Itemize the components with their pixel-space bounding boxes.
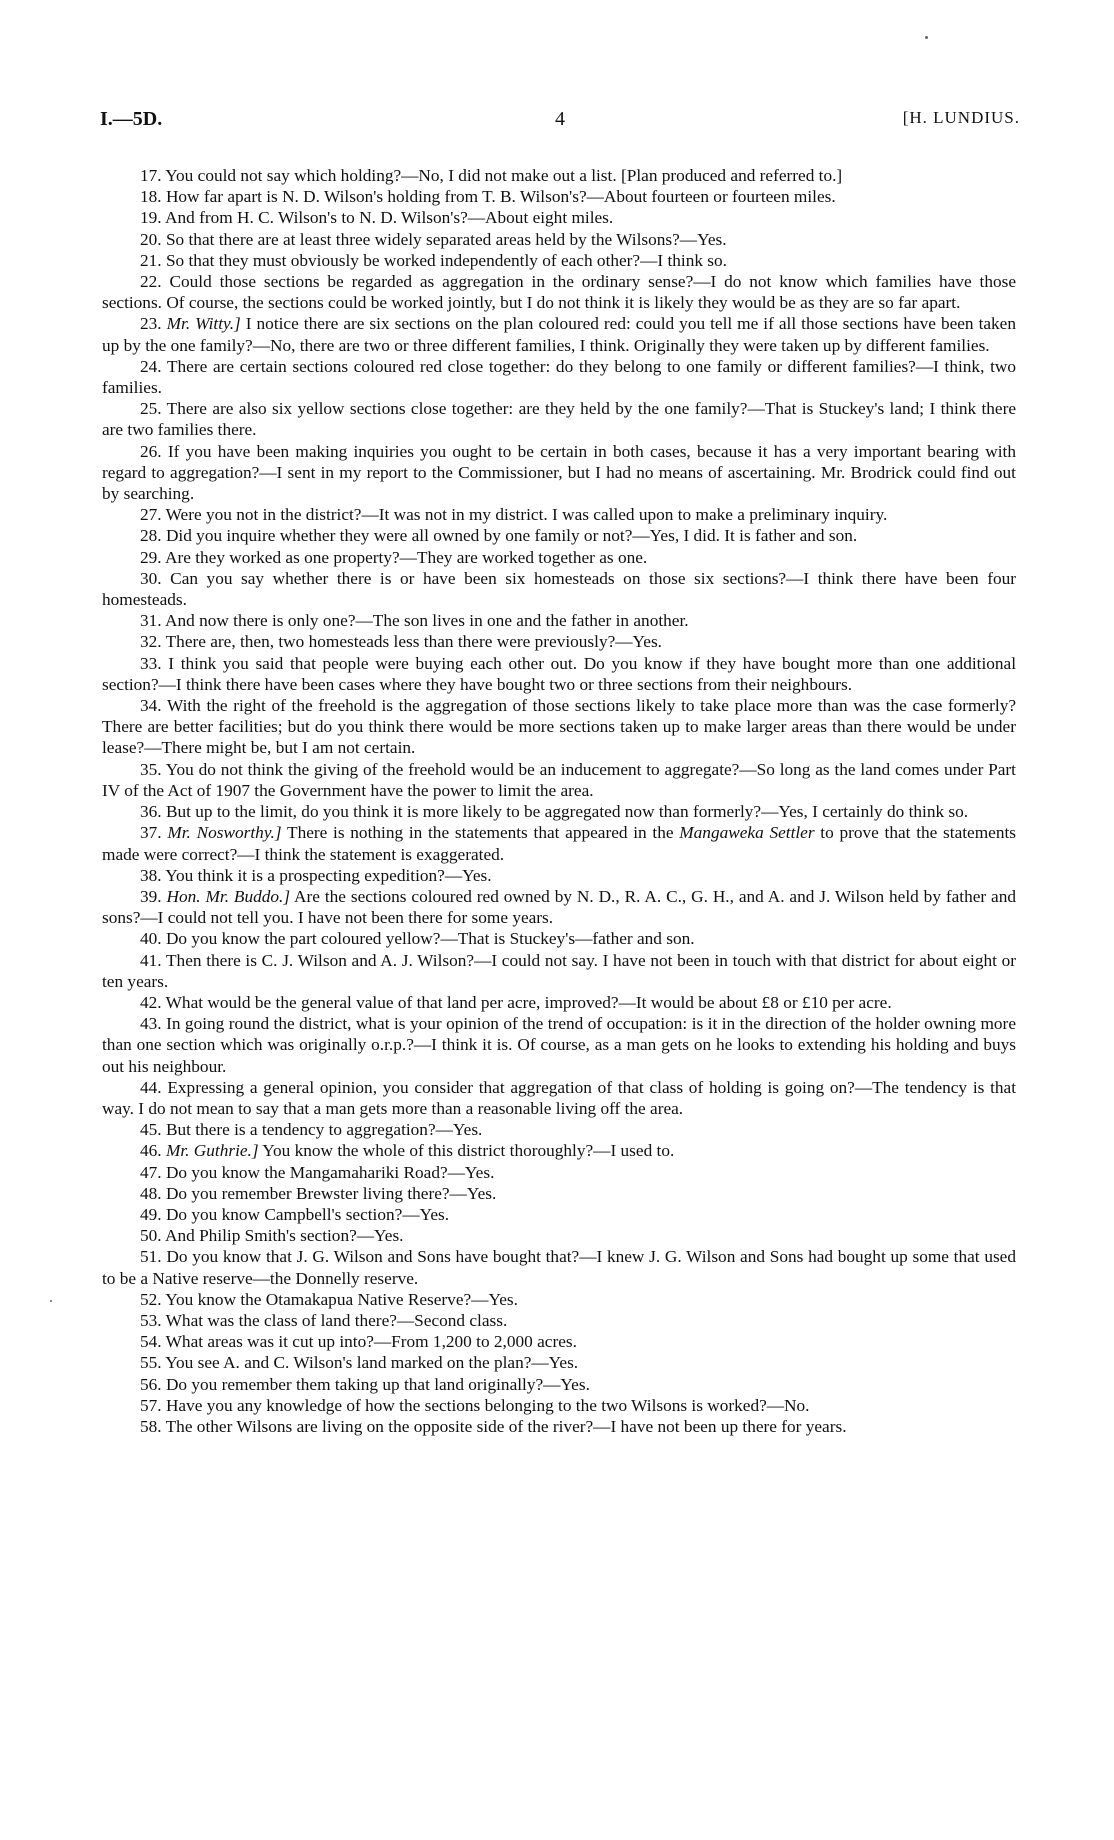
question-text: Can you say whether there is or have been six homesteads on those six sections?—I think there have been four homesteads. <box>102 568 1016 610</box>
question-number: 29. <box>140 547 162 567</box>
question-paragraph <box>102 759 1016 801</box>
question-number: 44. <box>140 1077 162 1097</box>
question-paragraph <box>102 992 1016 1013</box>
question-number: 28. <box>140 526 162 546</box>
question-paragraph <box>102 525 1016 546</box>
scan-speck <box>925 36 928 39</box>
question-text: You could not say which holding?—No, I did not make out a list. [Plan produced and referred to.] <box>165 166 843 185</box>
question-text: You know the Otamakapua Native Reserve?—Yes. <box>165 1289 518 1309</box>
question-text: Do you know the Mangamahariki Road?—Yes. <box>165 1162 495 1182</box>
question-paragraph <box>102 441 1016 505</box>
question-number: 51. <box>140 1247 162 1267</box>
page-number: 4 <box>555 108 565 130</box>
question-text: Are the sections coloured red owned by N. D., R. A. C., G. H., and A. and J. Wilson held by father and sons?—I could not tell you. I have not been there for some years. <box>102 886 1016 928</box>
question-paragraph <box>102 1077 1016 1119</box>
question-text: There is nothing in the statements that appeared in the <box>287 823 680 843</box>
question-paragraph <box>102 928 1016 949</box>
question-paragraph <box>102 165 1016 186</box>
question-text: What was the class of land there?—Second class. <box>165 1310 508 1330</box>
question-number: 18. <box>140 187 162 207</box>
report-reference: I.—5D. <box>100 108 163 130</box>
question-number: 32. <box>140 632 162 652</box>
question-text: Then there is C. J. Wilson and A. J. Wilson?—I could not say. I have not been in touch with that district for about eight or ten years. <box>102 950 1016 991</box>
question-number: 56. <box>140 1374 162 1394</box>
question-text: You know the whole of this district thoroughly?—I used to. <box>262 1141 675 1161</box>
question-text: I think you said that people were buying each other out. Do you know if they have bought more than one additional section?—I think there have been cases where they have bought two or three sections from their neighbours. <box>102 653 1016 694</box>
question-text: Have you any knowledge of how the sections belonging to the two Wilsons is worked?—No. <box>165 1395 810 1415</box>
question-paragraph <box>102 1140 1016 1161</box>
question-text: There are certain sections coloured red close together: do they belong to one family or different families?—I think, two families. <box>102 356 1016 398</box>
question-paragraph <box>102 865 1016 886</box>
question-paragraph <box>102 186 1016 207</box>
question-paragraph <box>102 886 1016 928</box>
question-number: 20. <box>140 229 162 249</box>
question-paragraph <box>102 801 1016 822</box>
question-text: Do you remember them taking up that land originally?—Yes. <box>165 1374 590 1394</box>
question-paragraph <box>102 271 1016 313</box>
question-number: 52. <box>140 1289 162 1309</box>
page-header <box>100 108 1020 138</box>
question-paragraph <box>102 1395 1016 1416</box>
question-number: 19. <box>140 208 162 228</box>
scan-speck <box>50 1300 52 1302</box>
question-number: 42. <box>140 992 162 1012</box>
question-paragraph <box>102 1225 1016 1246</box>
question-number: 22. <box>140 272 162 292</box>
question-number: 58. <box>140 1416 162 1436</box>
question-number: 31. <box>140 611 162 631</box>
question-number: 57. <box>140 1395 162 1415</box>
question-paragraph <box>102 547 1016 568</box>
speaker-name: Mr. Nosworthy.] <box>167 823 282 843</box>
question-text: Expressing a general opinion, you consider that aggregation of that class of holding is going on?—The tendency is that way. I do not mean to say that a man gets more than a reasonable living off the area. <box>102 1077 1017 1118</box>
question-number: 40. <box>140 929 162 949</box>
question-number: 50. <box>140 1226 162 1246</box>
question-paragraph <box>102 610 1016 631</box>
question-text: to prove that the statements made were correct?—I think the statement is exaggerated. <box>102 823 1016 864</box>
question-number: 39. <box>140 886 162 906</box>
question-paragraph <box>102 250 1016 271</box>
question-text: In going round the district, what is your opinion of the trend of occupation: is it in the direction of the holder owning more than one section which was originally o.r.p.?—I think it is. Of course, as a man gets on he looks to extending his holding and buys out his neighbour. <box>102 1014 1016 1076</box>
question-text: But up to the limit, do you think it is more likely to be aggregated now than formerly?—Yes, I certainly do think so. <box>165 802 969 822</box>
question-text: There are, then, two homesteads less than there were previously?—Yes. <box>165 632 662 652</box>
question-number: 55. <box>140 1353 162 1373</box>
question-paragraph <box>102 568 1016 610</box>
question-paragraph <box>102 313 1016 355</box>
question-paragraph <box>102 356 1016 398</box>
question-number: 21. <box>140 250 162 270</box>
speaker-name: Hon. Mr. Buddo.] <box>166 886 291 906</box>
question-number: 24. <box>140 356 162 376</box>
question-number: 27. <box>140 505 162 525</box>
question-paragraph <box>102 504 1016 525</box>
question-text: There are also six yellow sections close together: are they held by the one family?—That is Stuckey's land; I think there are two families there. <box>102 399 1016 440</box>
question-text: Could those sections be regarded as aggregation in the ordinary sense?—I do not know which families have those sections. Of course, the sections could be worked jointly, but I do not think it is likely they would be as they are so far apart. <box>102 272 1016 313</box>
question-paragraph <box>102 1289 1016 1310</box>
question-paragraph <box>102 1162 1016 1183</box>
question-number: 45. <box>140 1120 162 1140</box>
question-number: 48. <box>140 1183 162 1203</box>
question-number: 41. <box>140 950 162 970</box>
question-number: 43. <box>140 1014 162 1034</box>
question-paragraph <box>102 207 1016 228</box>
question-text: Are they worked as one property?—They are worked together as one. <box>164 547 648 567</box>
question-text: What areas was it cut up into?—From 1,200 to 2,000 acres. <box>165 1332 577 1352</box>
speaker-name: Mr. Witty.] <box>166 314 241 334</box>
question-paragraph <box>102 1310 1016 1331</box>
question-number: 49. <box>140 1204 162 1224</box>
speaker-name: Mr. Guthrie.] <box>165 1141 259 1161</box>
question-number: 37. <box>140 823 162 843</box>
question-paragraph <box>102 1374 1016 1395</box>
question-text: I notice there are six sections on the plan coloured red: could you tell me if all those sections have been taken up by the one family?—No, there are two or three different families, I think. Originally they were taken up by different families. <box>102 314 1016 355</box>
question-text: What would be the general value of that land per acre, improved?—It would be about £8 or £10 per acre. <box>165 992 892 1012</box>
question-paragraph <box>102 950 1016 992</box>
question-number: 35. <box>140 759 162 779</box>
question-number: 17. <box>140 166 162 185</box>
witness-name: [H. LUNDIUS. <box>902 108 1020 127</box>
question-number: 47. <box>140 1162 162 1182</box>
question-text: Do you know Campbell's section?—Yes. <box>165 1204 450 1224</box>
question-number: 33. <box>140 653 162 673</box>
question-number: 34. <box>140 696 162 716</box>
question-text: Do you know the part coloured yellow?—That is Stuckey's—father and son. <box>165 929 695 949</box>
question-number: 26. <box>140 441 162 461</box>
question-text: How far apart is N. D. Wilson's holding from T. B. Wilson's?—About fourteen or fourteen miles. <box>165 187 836 207</box>
question-paragraph <box>102 1119 1016 1140</box>
question-text: Do you know that J. G. Wilson and Sons have bought that?—I knew J. G. Wilson and Sons had bought up some that used to be a Native reserve—the Donnelly reserve. <box>102 1247 1016 1288</box>
question-text: You think it is a prospecting expedition?—Yes. <box>165 865 492 885</box>
question-text: If you have been making inquiries you ought to be certain in both cases, because it has a very important bearing with regard to aggregation?—I sent in my report to the Commissioner, but I had no means of ascertaining. Mr. Brodrick could find out by searching. <box>102 441 1016 504</box>
question-paragraph <box>102 631 1016 652</box>
question-text: You do not think the giving of the freehold would be an inducement to aggregate?—So long as the land comes under Part IV of the Act of 1907 the Government have the power to limit the area. <box>102 759 1016 800</box>
question-text: And Philip Smith's section?—Yes. <box>164 1226 404 1246</box>
question-text: But there is a tendency to aggregation?—Yes. <box>165 1120 483 1140</box>
question-paragraph <box>102 229 1016 250</box>
question-text: The other Wilsons are living on the opposite side of the river?—I have not been up there for years. <box>165 1416 847 1436</box>
question-number: 54. <box>140 1332 162 1352</box>
question-paragraph <box>102 822 1016 864</box>
question-paragraph <box>102 1013 1016 1077</box>
question-paragraph <box>102 695 1016 759</box>
question-number: 25. <box>140 399 162 419</box>
question-text: So that there are at least three widely separated areas held by the Wilsons?—Yes. <box>165 229 727 249</box>
question-number: 30. <box>140 568 162 588</box>
question-paragraph <box>102 1246 1016 1288</box>
question-paragraph <box>102 1416 1016 1437</box>
question-text: And now there is only one?—The son lives in one and the father in another. <box>164 611 689 631</box>
question-paragraph <box>102 1352 1016 1373</box>
question-text: You see A. and C. Wilson's land marked on the plan?—Yes. <box>165 1353 579 1373</box>
question-paragraph <box>102 1331 1016 1352</box>
publication-title: Mangaweka Settler <box>679 823 815 843</box>
question-text: Do you remember Brewster living there?—Yes. <box>165 1183 497 1203</box>
question-number: 36. <box>140 802 162 822</box>
question-paragraph <box>102 1204 1016 1225</box>
question-paragraph <box>102 398 1016 440</box>
question-paragraph <box>102 1183 1016 1204</box>
question-number: 38. <box>140 865 162 885</box>
question-text: And from H. C. Wilson's to N. D. Wilson's?—About eight miles. <box>164 208 614 228</box>
question-text: Did you inquire whether they were all owned by one family or not?—Yes, I did. It is father and son. <box>165 526 858 546</box>
question-text: So that they must obviously be worked independently of each other?—I think so. <box>165 250 727 270</box>
question-text: Were you not in the district?—It was not in my district. I was called upon to make a preliminary inquiry. <box>165 505 888 525</box>
question-text: With the right of the freehold is the aggregation of those sections likely to take place more than was the case formerly? There are better facilities; but do you think there would be more sections taken up to make larger areas than there would be under lease?—There might be, but I am not certain. <box>102 696 1017 758</box>
question-number: 53. <box>140 1310 162 1330</box>
question-number: 23. <box>140 314 162 334</box>
testimony-body <box>102 165 1016 1437</box>
question-paragraph <box>102 653 1016 695</box>
question-number: 46. <box>140 1141 162 1161</box>
